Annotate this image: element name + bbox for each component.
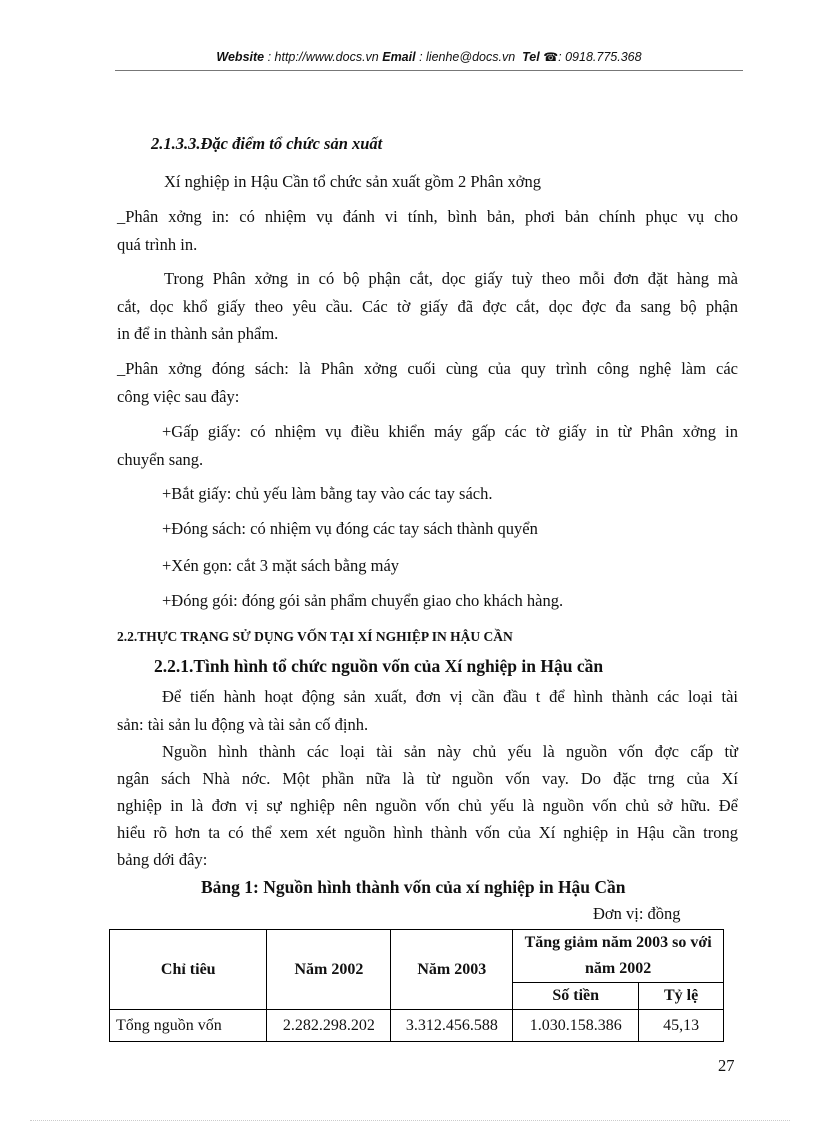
paragraph-line: Trong Phân xởng in có bộ phận cắt, dọc giấy tuỳ theo mỗi đơn đặt hàng mà	[164, 269, 738, 288]
table-unit: Đơn vị: đồng	[593, 904, 681, 923]
paragraph-line: nghiệp in là đơn vị sự nghiệp nên nguồn vốn chủ yếu là nguồn vốn chủ sở hữu. Để	[117, 796, 738, 815]
footer-divider	[30, 1120, 790, 1121]
website-label: Website	[216, 50, 265, 64]
paragraph-line: Nguồn hình thành các loại tài sản này chủ yếu là nguồn vốn đợc cấp từ	[162, 742, 738, 761]
funding-sources-table	[109, 929, 724, 1042]
website-url[interactable]: http://www.docs.vn	[274, 50, 379, 64]
paragraph-line: _Phân xởng đóng sách: là Phân xởng cuối cùng của quy trình công nghệ làm các	[117, 359, 738, 378]
paragraph-line: in để in thành sản phẩm.	[117, 324, 279, 343]
table-cell: Tổng nguồn vốn	[110, 1010, 267, 1042]
paragraph-line: bảng dới đây:	[117, 850, 208, 869]
paragraph-line: +Đóng gói: đóng gói sản phẩm chuyển giao cho khách hàng.	[162, 591, 564, 610]
table-row	[110, 1010, 724, 1042]
table-caption: Bảng 1: Nguồn hình thành vốn của xí nghiệp in Hậu Cần	[201, 877, 626, 897]
table-cell: 1.030.158.386	[513, 1010, 639, 1042]
paragraph-line: cắt, dọc khổ giấy theo yêu cầu. Các tờ giấy đã đợc cắt, dọc đợc đa sang bộ phận	[117, 297, 738, 316]
header-divider	[115, 70, 743, 71]
paragraph-line: Xí nghiệp in Hậu Cần tổ chức sản xuất gồm 2 Phân xởng	[164, 172, 541, 191]
table-cell: 3.312.456.588	[391, 1010, 513, 1042]
email-label: Email	[382, 50, 416, 64]
section-heading: 2.1.3.3.Đặc điểm tổ chức sản xuất	[151, 134, 383, 153]
paragraph-line: hiểu rõ hơn ta có thể xem xét nguồn hình thành vốn của Xí nghiệp in Hậu cần trong	[117, 823, 738, 842]
page-number: 27	[718, 1056, 735, 1075]
paragraph-line: sản: tài sản lu động và tài sản cố định.	[117, 715, 369, 734]
paragraph-line: _Phân xởng in: có nhiệm vụ đánh vi tính, bình bản, phơi bản chính phục vụ cho	[117, 207, 738, 226]
header-cell: Năm 2002	[267, 930, 391, 1010]
tel-number: 0918.775.368	[565, 50, 642, 64]
paragraph-line: công việc sau đây:	[117, 387, 240, 406]
paragraph-line: +Xén gọn: cắt 3 mặt sách bằng máy	[162, 556, 400, 575]
paragraph-line: +Đóng sách: có nhiệm vụ đóng các tay sách thành quyển	[162, 519, 538, 538]
paragraph-line: ngân sách Nhà nớc. Một phần nữa là từ nguồn vốn vay. Do đặc trng của Xí	[117, 769, 738, 788]
paragraph-line: quá trình in.	[117, 235, 198, 254]
header-cell: Tỷ lệ	[639, 983, 724, 1010]
header-cell: Chỉ tiêu	[110, 930, 267, 1010]
tel-label: Tel	[522, 50, 540, 64]
header-cell: Năm 2003	[391, 930, 513, 1010]
paragraph-line: +Bắt giấy: chủ yếu làm bằng tay vào các tay sách.	[162, 484, 493, 503]
telephone-icon: ☎	[543, 50, 559, 64]
paragraph-line: chuyển sang.	[117, 450, 204, 469]
sub-heading: 2.2.1.Tình hình tổ chức nguồn vốn của Xí nghiệp in Hậu cần	[154, 656, 604, 676]
header-cell: Số tiền	[513, 983, 639, 1010]
email-address[interactable]: lienhe@docs.vn	[426, 50, 516, 64]
paragraph-line: Để tiến hành hoạt động sản xuất, đơn vị cần đầu t để hình thành các loại tài	[162, 687, 738, 706]
paragraph-line: +Gấp giấy: có nhiệm vụ điều khiển máy gấp các tờ giấy in từ Phân xởng in	[162, 422, 738, 441]
header-cell: Tăng giảm năm 2003 so với năm 2002	[513, 930, 724, 983]
page-header: Website : http://www.docs.vn Email : lienhe@docs.vn Tel ☎: 0918.775.368	[216, 50, 642, 64]
table-cell: 2.282.298.202	[267, 1010, 391, 1042]
table-cell: 45,13	[639, 1010, 724, 1042]
chapter-heading: 2.2.THỰC TRẠNG SỬ DỤNG VỐN TẠI XÍ NGHIỆP IN HẬU CẦN	[117, 629, 513, 644]
